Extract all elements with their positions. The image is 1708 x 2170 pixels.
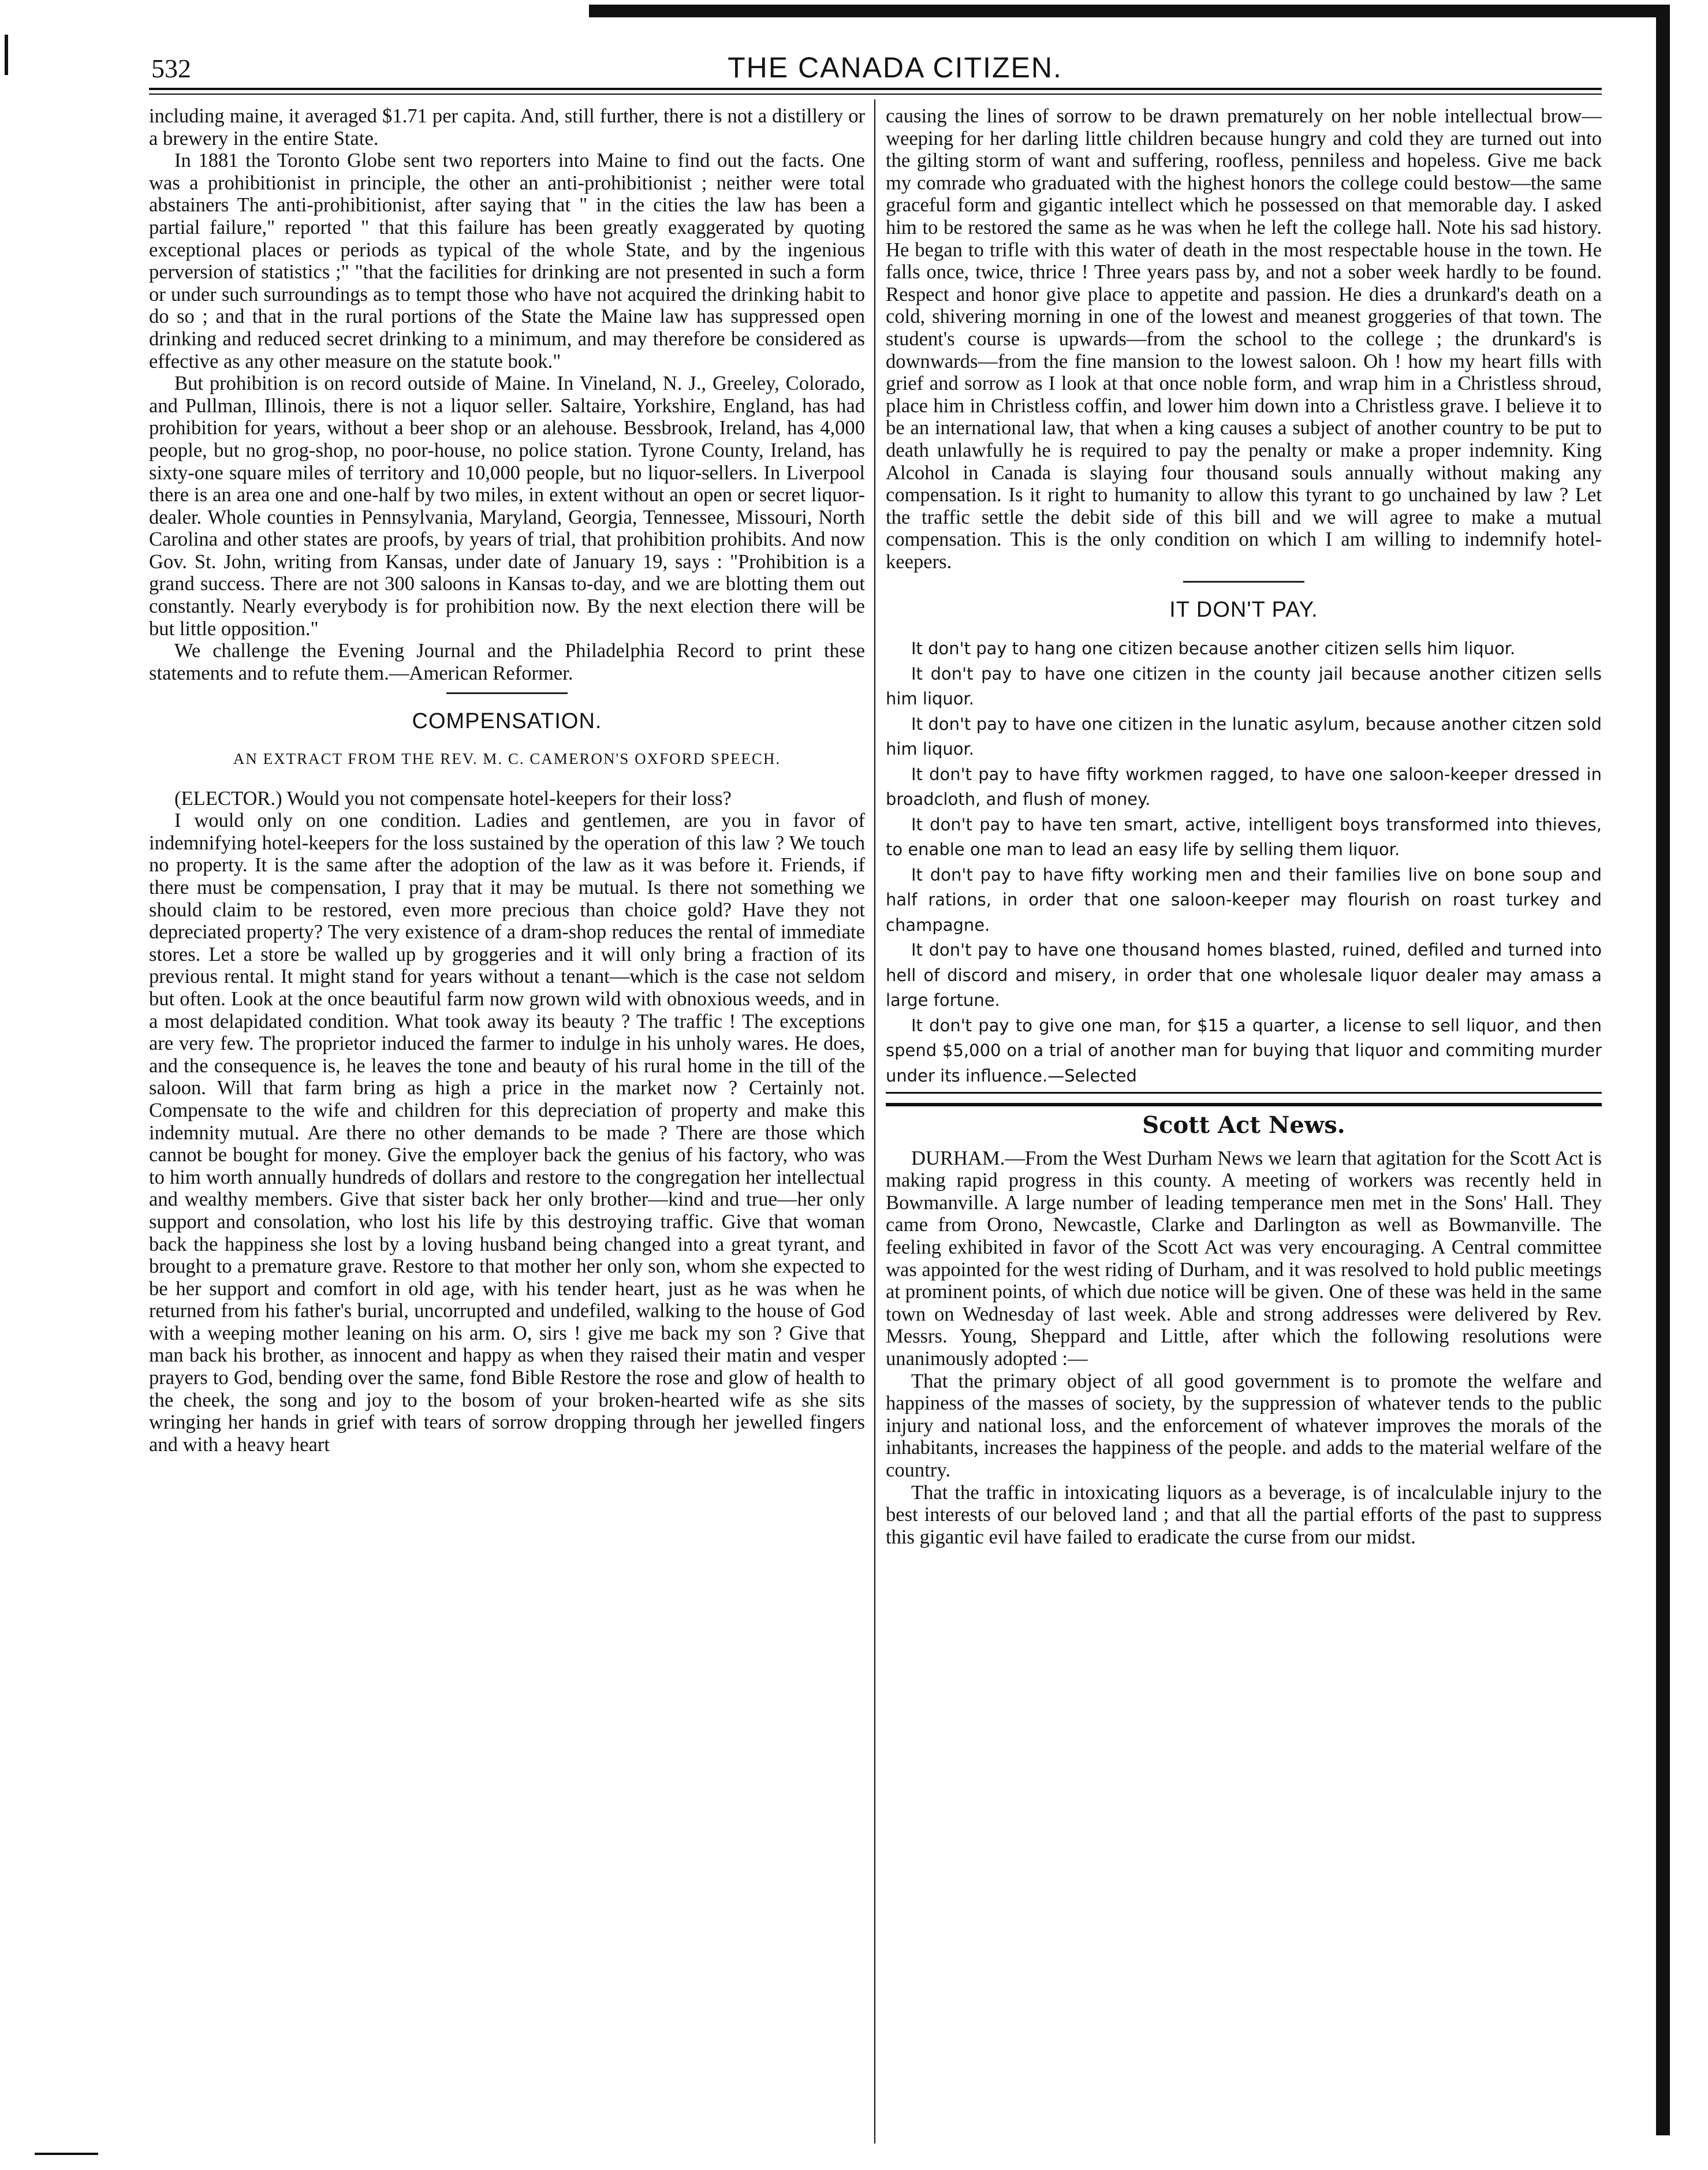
- dont-pay-heading: IT DON'T PAY.: [1169, 598, 1318, 622]
- paragraph: It don't pay to give one man, for $15 a quarter, a license to sell liquor, and then spend $5,000 on a trial of another man for buying that liquor and commiting murder under its influence.—Selected: [886, 1015, 1602, 1086]
- section-divider: [1183, 581, 1304, 583]
- dont-pay-section: [886, 636, 1602, 1088]
- paragraph: I would only on one condition. Ladies and gentlemen, are you in favor of indemnifying hotel-keepers for the loss sustained by the operation of this law ? We touch no property. It is the same after the adoption of the law as it was before it. Friends, if there must be compensation, I pray that it may be mutual. Is there not something we should claim to be restored, even more precious than choice gold? Have they not depreciated property? The very existence of a dram-shop reduces the rental of immediate stores. Let a store be walled up by groggeries and it will only bring a fraction of its previous rental. It might stand for years without a tenant—which is the case not seldom but often. Look at the once beautiful farm now grown wild with obnoxious weeds, and in a most delapidated condition. What took away its beauty ? The traffic ! The exceptions are very few. The proprietor induced the farmer to indulge in his unholy wares. He does, and the consequence is, he leaves the tone and beauty of his rural home in the till of the saloon. Will that farm bring as high a price in the market now ? Certainly not. Compensate to the wife and children for this depreciation of property and make this indemnity mutual. Are there no other demands to be made ? There are those which cannot be bought for money. Give the employer back the genius of his factory, who was to him worth annually hundreds of dollars and restore to the congregation her intellectual and wealthy members. Give that sister back her only brother—kind and true—her only support and consolation, who lost his life by this destroying traffic. Give that woman back the happiness she lost by a loving husband being changed into a great tyrant, and brought to a premature grave. Restore to that mother her only son, whom she expected to be her support and comfort in old age, with his tender heart, just as he was when he returned from his father's burial, uncorrupted and undefiled, walking to the house of God with a weeping mother leaning on his arm. O, sirs ! give me back my son ? Give that man back his brother, as innocent and happy as when they raised their matin and vesper prayers to God, bending over the same, fond Bible Restore the rose and glow of health to the cheek, the song and joy to the bosom of your broken-hearted wife as she sits wringing her hands in grief with tears of sorrow dropping through her jewelled fingers and with a heavy heart: [149, 810, 865, 1456]
- paragraph: In 1881 the Toronto Globe sent two reporters into Maine to find out the facts. One was a prohibitionist in principle, the other an anti-prohibitionist ; neither were total abstainers The anti-prohibitionist, after saying that " in the cities the law has been a partial failure," reported " that this failure has been greatly exaggerated by quoting exceptional places or periods as typical of the whole State, and by the ingenious perversion of statistics ;" "that the facilities for drinking are not presented in such a form or under such surroundings as to tempt those who have not acquired the drinking habit to do so ; and that in the rural portions of the State the Maine law has suppressed open drinking and reduced secret drinking to a minimum, and may therefore be considered as effective as any other measure on the statute book.": [149, 150, 865, 372]
- page-number: 532: [151, 54, 191, 83]
- paragraph: It don't pay to have fifty workmen ragged, to have one saloon-keeper dressed in broadcloth, and flush of money.: [886, 764, 1602, 810]
- paragraph: It don't pay to have ten smart, active, intelligent boys transformed into thieves, to enable one man to lead an easy life by selling them liquor.: [886, 814, 1602, 860]
- paragraph: including maine, it averaged $1.71 per capita. And, still further, there is not a distillery or a brewery in the entire State.: [149, 105, 865, 150]
- paragraph: It don't pay to have one citizen in the county jail because another citizen sells him liquor.: [886, 663, 1602, 709]
- paragraph: It don't pay to have fifty working men and their families live on bone soup and half rations, in order that one saloon-keeper may flourish on roast turkey and champagne.: [886, 864, 1602, 935]
- paragraph: causing the lines of sorrow to be drawn prematurely on her noble intellectual brow—weeping for her darling little children because hungry and cold they are turned out into the gilting storm of want and suffering, roofless, penniless and hopeless. Give me back my comrade who graduated with the highest honors the college could bestow—the same graceful form and gigantic intellect which he possessed on that memorable day. I asked him to be restored the same as he was when he left the college hall. Note his sad history. He began to trifle with this water of death in the most respectable house in the town. He falls once, twice, thrice ! Three years pass by, and not a sober week hardly to be found. Respect and honor give place to appetite and passion. He dies a drunkard's death on a cold, shivering morning in one of the lowest and meanest groggeries of that town. The student's course is upwards—from the school to the college ; the drunkard's is downwards—from the fine mansion to the lowest saloon. Oh ! how my heart fills with grief and sorrow as I look at that once noble form, and wrap him in a Christless shroud, place him in Christless coffin, and lower him down into a Christless grave. I believe it to be an international law, that when a king causes a subject of another country to be put to death unlawfully he is required to pay the penalty or make a proper indemnity. King Alcohol in Canada is slaying four thousand souls annually without making any compensation. Is it right to humanity to allow this tyrant to go unchained by law ? Let the traffic settle the debit side of this bill and we will agree to make a mutual compensation. This is the only condition on which I am willing to indemnify hotel-keepers.: [886, 105, 1602, 573]
- left-column: [149, 105, 865, 1456]
- column-divider: [874, 99, 875, 2143]
- right-scan-edge: [1656, 5, 1670, 2135]
- left-scan-mark: [5, 35, 8, 75]
- paragraph: It don't pay to have one thousand homes blasted, ruined, defiled and turned into hell of discord and misery, in order that one wholesale liquor dealer may amass a large fortune.: [886, 940, 1602, 1011]
- paragraph: (ELECTOR.) Would you not compensate hotel-keepers for their loss?: [174, 787, 732, 810]
- bottom-scan-mark: [35, 2153, 98, 2155]
- paragraph: DURHAM.—From the West Durham News we learn that agitation for the Scott Act is making rapid progress in this county. A meeting of workers was recently held in Bowmanville. A large number of leading temperance men met in the Sons' Hall. They came from Orono, Newcastle, Clarke and Darlington as well as Bowmanville. The feeling exhibited in favor of the Scott Act was very encouraging. A Central committee was appointed for the west riding of Durham, and it was resolved to hold public meetings at prominent points, of which due notice will be given. One of these was held in the same town on Wednesday of last week. Able and strong addresses were delivered by Rev. Messrs. Young, Sheppard and Little, after which the following resolutions were unanimously adopted :—: [886, 1147, 1602, 1370]
- paper-title: THE CANADA CITIZEN.: [728, 51, 1062, 84]
- header-rule: [149, 88, 1602, 90]
- section-divider: [446, 692, 568, 694]
- paragraph: That the traffic in intoxicating liquors as a beverage, is of incalculable injury to the best interests of our beloved land ; and that all the partial efforts of the past to suppress this gigantic evil have failed to eradicate the curse from our midst.: [886, 1481, 1602, 1548]
- paragraph: We challenge the Evening Journal and the Philadelphia Record to print these statements and to refute them.—American Reformer.: [149, 640, 865, 684]
- paragraph: That the primary object of all good government is to promote the welfare and happiness of the masses of society, by the suppression of whatever tends to the public injury and national loss, and the enforcement of whatever improves the morals of the inhabitants, increases the happiness of the people. and adds to the material welfare of the country.: [886, 1370, 1602, 1481]
- paragraph: It don't pay to hang one citizen because another citizen sells him liquor.: [911, 639, 1516, 659]
- section-double-rule: [886, 1092, 1602, 1106]
- paragraph: It don't pay to have one citizen in the lunatic asylum, because another citzen sold him liquor.: [886, 714, 1602, 759]
- paragraph: But prohibition is on record outside of Maine. In Vineland, N. J., Greeley, Colorado, and Pullman, Illinois, there is not a liquor seller. Saltaire, Yorkshire, England, has had prohibition for years, without a beer shop or an alehouse. Bessbrook, Ireland, has 4,000 people, but no grog-shop, no poor-house, no police station. Tyrone County, Ireland, has sixty-one square miles of territory and 10,000 people, but no liquor-sellers. In Liverpool there is an area one and one-half by two miles, in extent without an open or secret liquor-dealer. Whole counties in Pennsylvania, Maryland, Georgia, Tennessee, Missouri, North Carolina and other states are proofs, by years of trial, that prohibition prohibits. And now Gov. St. John, writing from Kansas, under date of January 19, says : "Prohibition is a grand success. There are not 300 saloons in Kansas to-day, and we are blotting them out constantly. Nearly everybody is for prohibition now. By the next election there will be but little opposition.": [149, 372, 865, 640]
- top-scan-edge: [589, 5, 1668, 17]
- compensation-heading: COMPENSATION.: [412, 709, 602, 734]
- right-column: [886, 105, 1602, 1548]
- compensation-subheading: AN EXTRACT FROM THE REV. M. C. CAMERON'S OXFORD SPEECH.: [233, 750, 781, 768]
- header-rule-thin: [149, 94, 1602, 95]
- scott-act-heading: Scott Act News.: [1142, 1112, 1345, 1139]
